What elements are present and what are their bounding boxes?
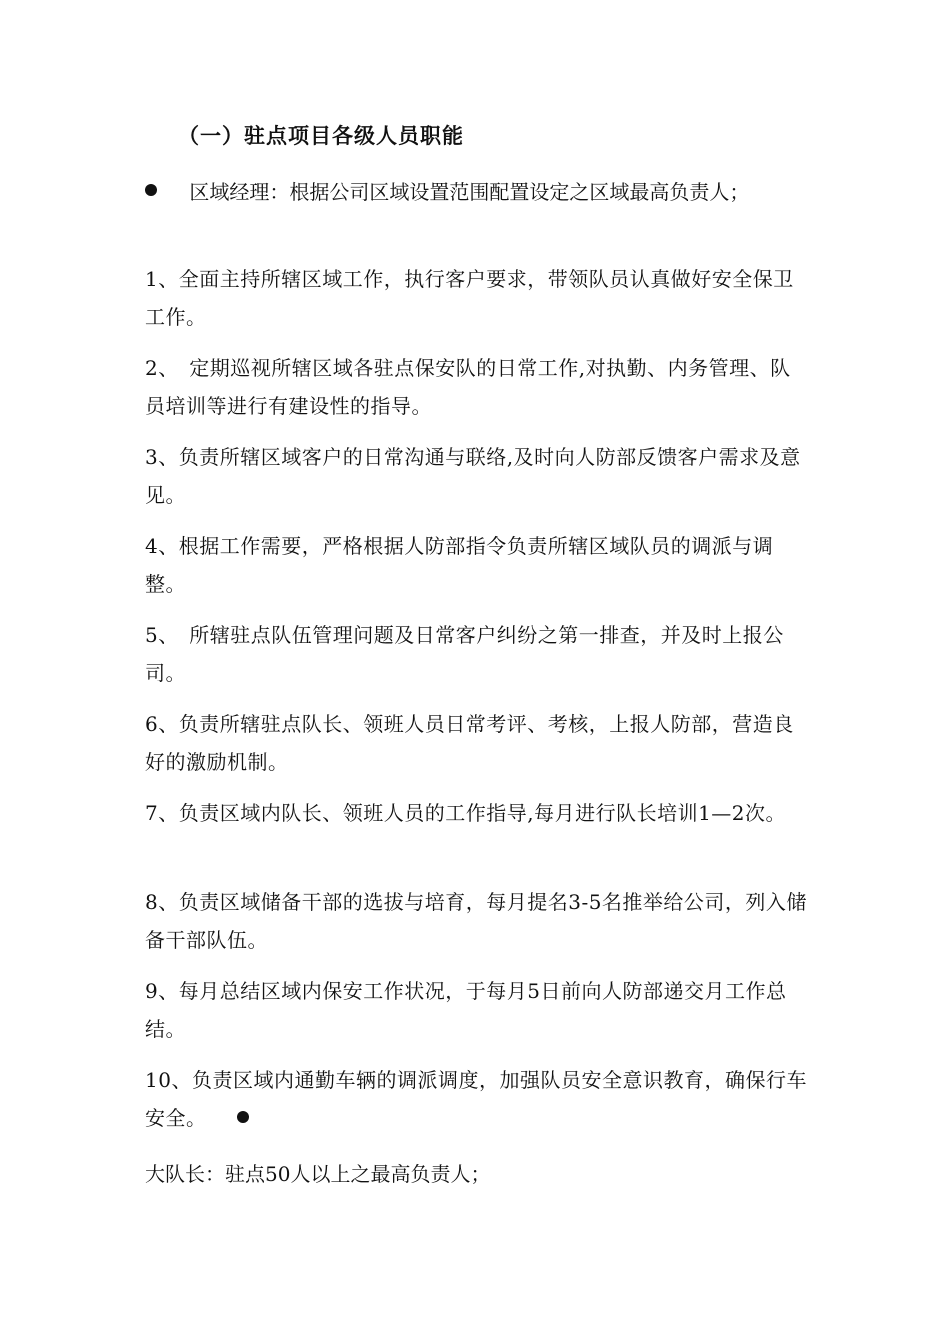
bullet-icon	[237, 1111, 249, 1123]
list-item-last	[145, 1061, 810, 1137]
captain-line: 大队长：驻点50人以上之最高负责人；	[145, 1162, 491, 1186]
list-item: 1、全面主持所辖区域工作，执行客户要求，带领队员认真做好安全保卫工作。	[145, 267, 794, 329]
bullet-icon	[145, 184, 157, 196]
list-item: 3、负责所辖区域客户的日常沟通与联络,及时向人防部反馈客户需求及意见。	[145, 445, 801, 507]
bullet-title-line	[145, 176, 749, 205]
list-item-text: 10、负责区域内通勤车辆的调派调度，加强队员安全意识教育，确保行车安全。	[145, 1068, 807, 1130]
bullet-title-text: 区域经理：根据公司区域设置范围配置设定之区域最高负责人；	[189, 180, 750, 204]
list-item: 9、每月总结区域内保安工作状况，于每月5日前向人防部递交月工作总结。	[145, 979, 787, 1041]
section-heading: （一）驻点项目各级人员职能	[178, 123, 464, 148]
list-item: 5、 所辖驻点队伍管理问题及日常客户纠纷之第一排查，并及时上报公司。	[145, 623, 784, 685]
list-item: 7、负责区域内队长、领班人员的工作指导,每月进行队长培训1—2次。	[145, 801, 787, 825]
list-item: 4、根据工作需要，严格根据人防部指令负责所辖区域队员的调派与调整。	[145, 534, 774, 596]
list-item: 2、 定期巡视所辖区域各驻点保安队的日常工作,对执勤、内务管理、队员培训等进行有建设性的指导。	[145, 356, 791, 418]
list-item: 6、负责所辖驻点队长、领班人员日常考评、考核，上报人防部，营造良好的激励机制。	[145, 712, 794, 774]
list-item: 8、负责区域储备干部的选拔与培育，每月提名3-5名推举给公司，列入储备干部队伍。	[145, 890, 807, 952]
